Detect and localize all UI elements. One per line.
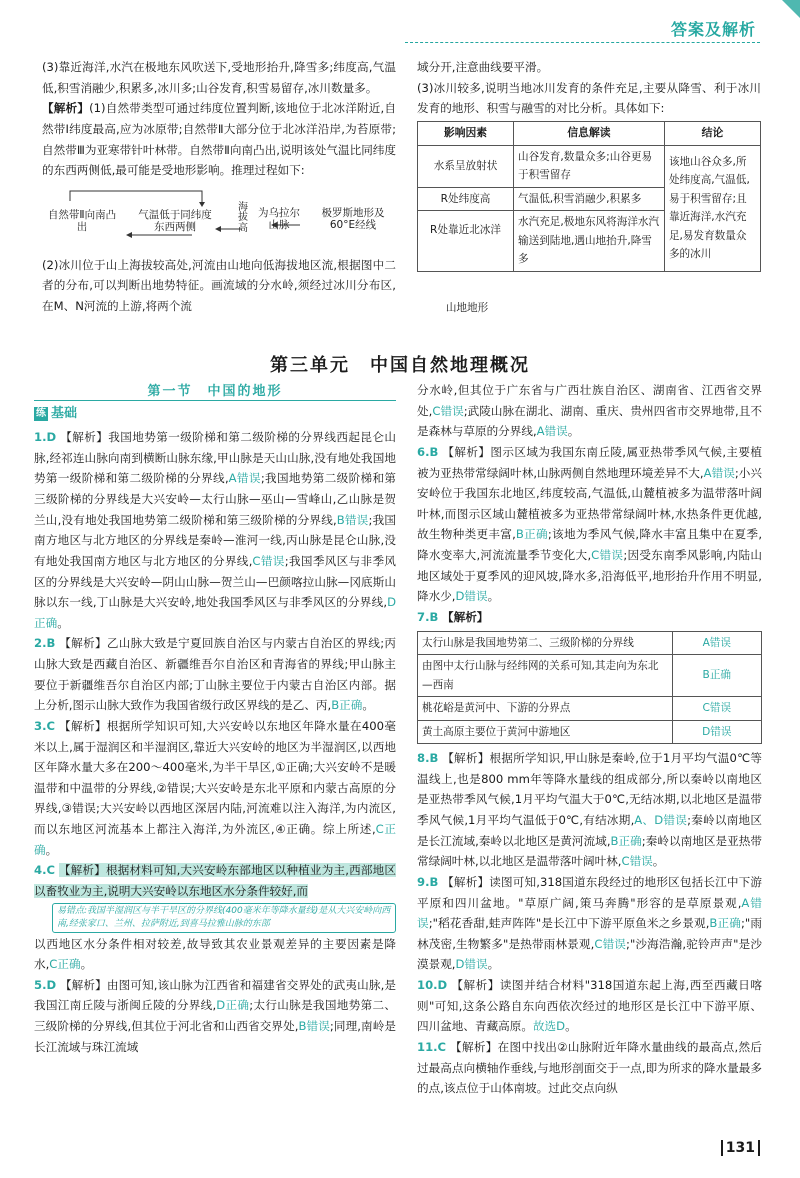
- corner-decoration: [782, 0, 800, 18]
- basics-heading: 练 基础: [36, 406, 78, 421]
- answer-item-4: 4.C 【解析】根据材料可知,大兴安岭东部地区以种植业为主,西部地区以畜牧业为主,说明大兴安岭以东地区水分条件较好,而: [34, 863, 397, 898]
- section-underline: [34, 400, 396, 401]
- header-divider: [405, 42, 760, 43]
- item7-table: [417, 631, 762, 745]
- diagram-box-1: 自然带Ⅱ向南凸出: [47, 208, 117, 234]
- paragraph: (3)冰川较多,说明当地冰川发育的条件充足,主要从降雪、利于冰川发育的地形、积雪与融雪的对比分析。具体如下:: [417, 80, 761, 116]
- table-header: 影响因素: [418, 121, 514, 145]
- table-verdict: C错误: [672, 697, 761, 721]
- table-cell: 由图中太行山脉与经纬网的关系可知,其走向为东北—西南: [418, 655, 673, 697]
- header-label: 答案及解析: [670, 20, 756, 39]
- answer-item-3: 3.C 【解析】根据所学知识可知,大兴安岭以东地区年降水量在400毫米以上,属于湿润区和半湿润区,靠近大兴安岭的地区为半湿润区,以西地区年降水量大多在200～400毫米,为半干旱区,①正确;大兴安岭不是暖温带和中温带的分界线,②错误;大兴安岭是东北平原和内蒙古高原的分界线,③错误;大兴安岭以西地区深居内陆,河流难以注入海洋,为内流区,而以东地区河流基本上都注入海洋,为外流区,④正确。综上所述,C正确。: [34, 718, 396, 857]
- glacier-factors-table: [417, 121, 761, 272]
- answer-item-9: 9.B 【解析】读图可知,318国道东段经过的地形区包括长江中下游平原和四川盆地。"草原广阔,策马奔腾"形容的是草原景观,A错误;"稻花香甜,蛙声阵阵"是长江中下游平原鱼米之乡景观,B正确;"雨林茂密,生物繁多"是热带雨林景观,C错误;"沙海浩瀚,驼铃声声"是沙漠景观,D错误。: [417, 874, 762, 972]
- left-main-column: [34, 402, 396, 1057]
- section-title: 第一节 中国的地形: [147, 384, 283, 399]
- table-row: [418, 720, 762, 744]
- answer-item-5-cont: 分水岭,但其位于广东省与广西壮族自治区、湖南省、江西省交界处,C错误;武陵山脉在湖北、湖南、重庆、贵州四省市交界地带,且不是森林与草原的分界线,A错误。: [417, 383, 762, 439]
- paragraph: 域分开,注意曲线要平滑。: [417, 60, 549, 74]
- top-left-column: [42, 57, 396, 317]
- table-cell: R处靠近北冰洋: [418, 211, 514, 272]
- table-row: [418, 631, 762, 655]
- table-cell: 桃花峪是黄河中、下游的分界点: [418, 697, 673, 721]
- answer-item-5: 5.D 【解析】由图可知,该山脉为江西省和福建省交界处的武夷山脉,是我国江南丘陵与浙闽丘陵的分界线,D正确;太行山脉是我国地势第二、三级阶梯的分界线,但其位于河北省和山西省交界处,B错误;同理,南岭是长江流域与珠江流域: [34, 977, 396, 1054]
- answer-item-10: 10.D 【解析】读图并结合材料"318国道东起上海,西至西藏日喀则"可知,这条公路自东向西依次经过的地形区是长江中下游平原、四川盆地、青藏高原。故选D。: [417, 978, 762, 1034]
- table-header-row: [418, 121, 761, 145]
- table-cell: 水汽充足,极地东风将海洋水汽输送到陆地,遇山地抬升,降雪多: [514, 211, 665, 272]
- diagram-box-3: 海拔高: [238, 201, 248, 234]
- answer-item-2: 2.B 【解析】乙山脉大致是宁夏回族自治区与内蒙古自治区的界线;丙山脉大致是西藏自治区、新疆维吾尔自治区和青海省的界线;甲山脉主要位于新疆维吾尔自治区内部;丁山脉主要位于内蒙古自治区内部。据上分析,图示山脉大致作为我国省级行政区界线的是乙、丙,B正确。: [34, 636, 396, 713]
- table-verdict: D错误: [672, 720, 761, 744]
- right-main-column: [417, 380, 762, 1099]
- table-cell: 黄土高原主要位于黄河中游地区: [418, 720, 673, 744]
- unit-title: 第三单元 中国自然地理概况: [270, 355, 530, 376]
- top-right-column: [417, 57, 761, 314]
- mistake-note: 易错点:我国半湿润区与半干旱区的分界线(400毫米年等降水量线)是从大兴安岭向西南,经张家口、兰州、拉萨附近,到喜马拉雅山脉的东部: [52, 903, 396, 933]
- analysis-tag: 【解析】: [42, 101, 90, 116]
- table-row: [418, 697, 762, 721]
- table-cell: 水系呈放射状: [418, 145, 514, 187]
- table-verdict: B正确: [672, 655, 761, 697]
- answer-item-11: 11.C 【解析】在图中找出②山脉附近年降水量曲线的最高点,然后过最高点向横轴作垂线,与地形剖面交于一点,即为所求的降水量最多的点,该点位于山体南坡。过此交点向纵: [417, 1039, 762, 1096]
- answer-item-7: 7.B 【解析】: [417, 609, 489, 624]
- answer-item-1: 1.D 【解析】我国地势第一级阶梯和第二级阶梯的分界线西起昆仑山脉,经祁连山脉向南到横断山脉东缘,甲山脉是天山山脉,没有地处我国地势第一级阶梯和第二级阶梯的分界线,A错误;我国地势第二级阶梯和第三级阶梯的分界线是大兴安岭—太行山脉—巫山—雪峰山,乙山脉是贺兰山,没有地处我国地势第二级阶梯和第三级阶梯的分界线,B错误;我国南方地区与北方地区的分界线是秦岭—淮河一线,丙山脉是昆仑山脉,没有地处我国南方地区与北方地区的分界线,C错误;我国季风区与非季风区的分界线是大兴安岭—阴山山脉—贺兰山—巴颜喀拉山脉—冈底斯山脉以东一线,丁山脉是大兴安岭,地处我国季风区与非季风区的分界线,D正确。: [34, 430, 397, 630]
- practice-icon: 练: [36, 407, 46, 419]
- table-header: 结论: [664, 121, 760, 145]
- table-conclusion-cell: 该地山谷众多,所处纬度高,气温低,易于积雪留存;且靠近海洋,水汽充足,易发育数量众多的冰川: [664, 145, 760, 271]
- answer-item-8: 8.B 【解析】根据所学知识,甲山脉是秦岭,位于1月平均气温0℃等温线上,也是800 mm年等降水量线的组成部分,所以秦岭以南地区是亚热带季风气候,1月平均气温大于0℃,无结冰期,以北地区是温带季风气候,1月平均气温低于0℃,有结冰期,A、D错误;秦岭以南地区是长江流域,秦岭以北地区是黄河流域,B正确;秦岭以南地区是亚热带常绿阔叶林,以北地区是温带落叶阔叶林,C错误。: [417, 751, 762, 869]
- table-cell: 山谷发育,数量众多;山谷更易于积雪留存: [514, 145, 665, 187]
- table-row: [418, 655, 762, 697]
- table-cell: 气温低,积雪消融少,积累多: [514, 187, 665, 211]
- table-verdict: A错误: [672, 631, 761, 655]
- paragraph: 【解析】(1)自然带类型可通过纬度位置判断,该地位于北冰洋附近,自然带Ⅰ纬度最高,应为冰原带;自然带Ⅱ大部分位于北冰洋沿岸,为苔原带;自然带Ⅲ为亚寒带针叶林带。自然带Ⅱ向南凸出,说明该处气温比同纬度的东西两侧低,最可能是受地形影响。推理过程如下:: [42, 101, 396, 178]
- table-cell-mountain: 山地地形: [445, 302, 489, 314]
- table-cell: R处纬度高: [418, 187, 514, 211]
- diagram-box-2: 气温低于同纬度东西两侧: [138, 208, 212, 234]
- table-header: 信息解读: [514, 121, 665, 145]
- answer-item-6: 6.B 【解析】图示区域为我国东南丘陵,属亚热带季风气候,主要植被为亚热带常绿阔叶林,山脉两侧自然地理环境差异不大,A错误;小兴安岭位于我国东北地区,纬度较高,气温低,山麓植被多为温带落叶阔叶林,而图示区域山麓植被多为亚热带常绿阔叶林,水热条件更优越,故生物种类更丰富,B正确;该地为季风气候,降水丰富且集中在夏季,降水变率大,河流流量季节变化大,C错误;因受东南季风影响,内陆山地区域处于夏季风的迎风坡,降水多,沿海低平,地形抬升作用不明显,降水少,D错误。: [417, 444, 763, 604]
- answer-item-4-cont: 以西地区水分条件相对较差,故导致其农业景观差异的主要因素是降水,C正确。: [34, 936, 396, 972]
- diagram-box-5: 极罗斯地形及60°E经线: [321, 206, 385, 232]
- table-cell: 太行山脉是我国地势第二、三级阶梯的分界线: [418, 631, 673, 655]
- reasoning-diagram: [42, 185, 396, 251]
- page-number: 131: [721, 1140, 760, 1156]
- paragraph: (2)冰川位于山上海拔较高处,河流由山地向低海拔地区流,根据图中二者的分布,可以判断出地势特征。画流域的分水岭,须经过冰川分布区,在M、N河流的上游,将两个流: [42, 257, 396, 313]
- table-row: [418, 145, 761, 187]
- diagram-box-4: 为乌拉尔山脉: [258, 206, 300, 232]
- paragraph: (3)靠近海洋,水汽在极地东风吹送下,受地形抬升,降雪多;纬度高,气温低,积雪消融少,积累多,冰川多;山谷发育,积雪易留存,冰川数量多。: [42, 60, 396, 95]
